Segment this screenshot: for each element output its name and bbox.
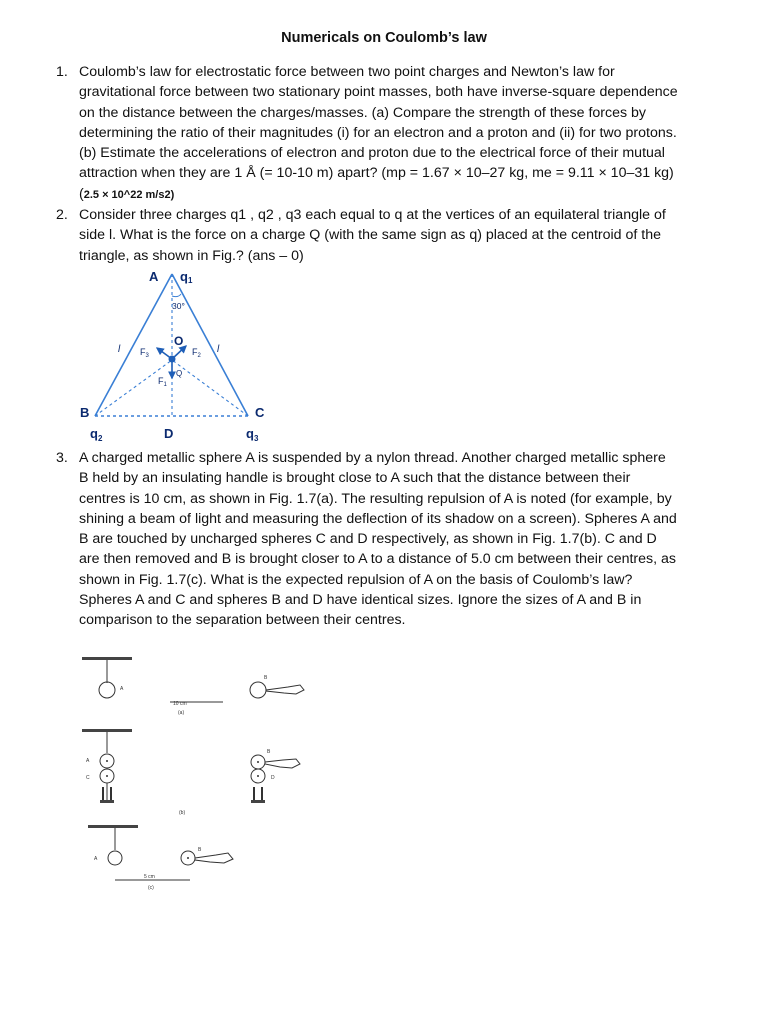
caption-b: (b) — [179, 810, 186, 816]
force-f2-label: $F_2$ — [192, 347, 201, 359]
question-text: A charged metallic sphere A is suspended by a nylon thread. Another charged metallic sphere B held by an insulating handle is brought close to A such that the distance between their centres is 10 cm, as shown in Fig. 1.7(a). The resulting repulsion of A is noted (for example, by shining a beam of light and measuring the deflection of its shadow on a screen). Spheres A and B are touched by uncharged spheres C and D respectively, as shown in Fig. 1.7(b). C and D are then removed and B is brought closer to A to a distance of 5.0 cm between their centres, as shown in Fig. 1.7(c). What is the expected repulsion of A on the basis of Coulomb’s law? Spheres A and C and spheres B and D have identical sizes. Ignore the sizes of A and B in comparison to the separation between their centres. — [79, 450, 677, 629]
caption-c: (c) — [148, 885, 154, 891]
hand-a — [266, 685, 304, 694]
ceiling-a — [82, 657, 132, 660]
vertex-b-label: B — [80, 405, 90, 420]
sphere-label-b-c: B — [198, 847, 202, 853]
charge-q1-label: q1 — [180, 269, 193, 285]
force-f3-label: $F_3$ — [140, 347, 149, 359]
sphere-label-b: B — [264, 675, 268, 681]
ceiling-c — [88, 825, 138, 828]
caption-a: (a) — [178, 710, 185, 716]
sphere-a-c — [108, 851, 122, 865]
distance-label-a: 10 cm — [173, 701, 187, 707]
question-number: 3. — [56, 450, 68, 466]
spheres-figure — [78, 655, 318, 895]
question-text: Consider three charges q1 , q2 , q3 each equal to q at the vertices of an equilateral triangle of side l. What is the force on a charge Q (with the same sign as q) placed at the centroid of the triangle, as shown in Fig.? (ans – 0) — [79, 207, 666, 264]
question-2 — [56, 205, 678, 266]
sphere-label-d: D — [271, 775, 275, 781]
question-number: 1. — [56, 64, 68, 80]
force-f1-label: $F_1$ — [158, 376, 167, 388]
vertex-a-label: A — [149, 269, 159, 284]
stand-c — [100, 800, 114, 803]
sphere-a — [99, 682, 115, 698]
question-number: 2. — [56, 207, 68, 223]
stand-d — [251, 800, 265, 803]
distance-label-c: 5 cm — [144, 874, 155, 880]
page-title: Numericals on Coulomb’s law — [281, 30, 487, 46]
question-body: Coulomb’s law for electrostatic force between two point charges and Newton’s law for gravitational force between two stationary point masses, both have inverse-square dependence on the distance between the charges/masses. (a) Compare the strength of these forces by determining the ratio of their magnitudes (i) for an electron and a proton and (ii) for two protons. (b) Estimate the accelerations of electron and proton due to the electrical force of their mutual attraction when they are 1 Å (= 10-10 m) apart? (mp = 1.67 × 10–27 kg, me = 9.11 × 10–31 kg) ( — [79, 64, 678, 202]
sphere-label-c: C — [86, 775, 90, 781]
ceiling-b — [82, 729, 132, 732]
triangle-figure — [80, 266, 280, 446]
sphere-b — [250, 682, 266, 698]
side-left-label: l — [118, 344, 121, 355]
sphere-label-a: A — [120, 686, 124, 692]
charge-q2-label: $q_2$ — [90, 426, 103, 443]
side-right-label: l — [217, 344, 220, 355]
question-3 — [56, 448, 678, 631]
answer: 2.5 × 10^22 m/s2) — [83, 188, 175, 201]
point-o-label: O — [174, 334, 184, 348]
vertex-c-label: C — [255, 405, 265, 420]
sphere-label-a-c: A — [94, 856, 98, 862]
angle-label: 30° — [172, 301, 185, 311]
point-d-label: D — [164, 426, 174, 441]
hand-c — [195, 853, 233, 863]
force-f3-arrow — [157, 348, 172, 359]
sphere-label-b-b: B — [267, 749, 271, 755]
question-text — [79, 62, 678, 205]
charge-q3-label: $q_3$ — [246, 426, 259, 443]
angle-arc — [172, 294, 181, 297]
hand-b — [265, 759, 300, 768]
charge-q-label: Q — [176, 369, 183, 378]
sphere-label-a-b: A — [86, 758, 90, 764]
question-1 — [56, 62, 678, 205]
